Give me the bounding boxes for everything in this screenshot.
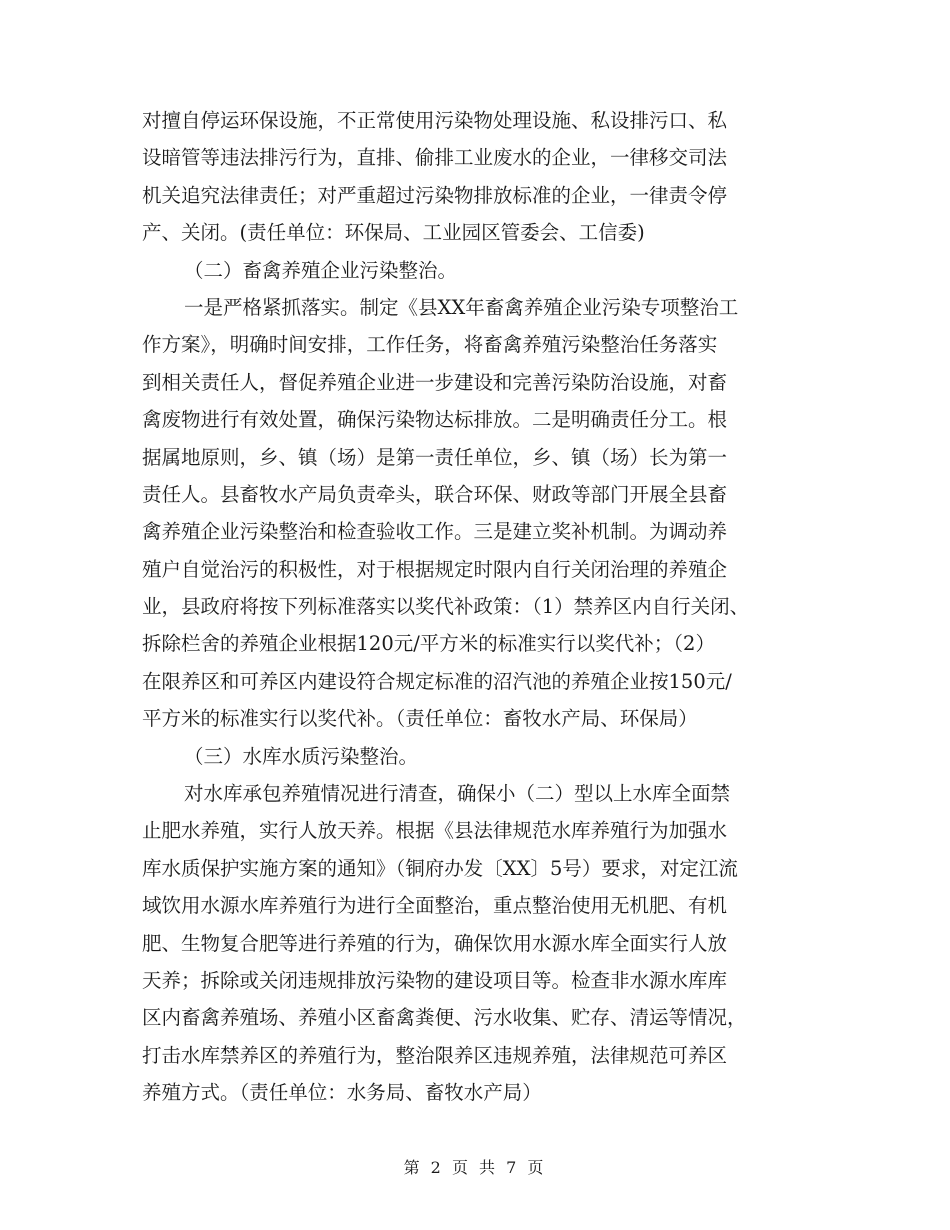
paragraph-start: 一是严格紧抓落实。制定《县XX年畜禽养殖企业污染专项整治工 [184, 295, 739, 319]
text-line: 止肥水养殖，实行人放天养。根据《县法律规范水库养殖行为加强水 [142, 819, 728, 843]
text-line: 域饮用水源水库养殖行为进行全面整治，重点整治使用无机肥、有机 [142, 894, 728, 918]
text-line: 设暗管等违法排污行为，直排、偷排工业废水的企业，一律移交司法 [142, 146, 728, 170]
text-line: 区内畜禽养殖场、养殖小区畜禽粪便、污水收集、贮存、清运等情况， [142, 1006, 747, 1030]
text-line: 作方案》，明确时间安排，工作任务，将畜禽养殖污染整治任务落实 [142, 333, 718, 357]
text-line: 对擅自停运环保设施，不正常使用污染物处理设施、私设排污口、私 [142, 109, 728, 132]
text-line: 产、关闭。(责任单位：环保局、工业园区管委会、工信委) [142, 221, 645, 245]
text-line: 天养；拆除或关闭违规排放污染物的建设项目等。检查非水源水库库 [142, 968, 728, 992]
text-line: 禽废物进行有效处置，确保污染物达标排放。二是明确责任分工。根 [142, 408, 728, 432]
text-line: 据属地原则，乡、镇（场）是第一责任单位，乡、镇（场）长为第一 [142, 445, 728, 469]
text-line: 拆除栏舍的养殖企业根据120元/平方米的标准实行以奖代补；（2） [142, 632, 715, 656]
page-number-footer: 第 2 页 共 7 页 [403, 1158, 547, 1177]
text-line: 禽养殖企业污染整治和检查验收工作。三是建立奖补机制。为调动养 [142, 520, 728, 544]
section-heading: （二）畜禽养殖企业污染整治。 [184, 258, 458, 282]
text-line: 库水质保护实施方案的通知》（铜府办发〔XX〕5号）要求，对定江流 [142, 856, 738, 880]
text-line: 在限养区和可养区内建设符合规定标准的沼汽池的养殖企业按150元/ [142, 669, 732, 693]
text-line: 打击水库禁养区的养殖行为，整治限养区违规养殖，法律规范可养区 [142, 1043, 728, 1067]
text-line: 机关追究法律责任；对严重超过污染物排放标准的企业，一律责令停 [142, 183, 728, 207]
document-body [142, 102, 812, 1112]
paragraph-start: 对水库承包养殖情况进行清查，确保小（二）型以上水库全面禁 [184, 782, 731, 806]
text-line: 业，县政府将按下列标准落实以奖代补政策：（1）禁养区内自行关闭、 [142, 595, 750, 619]
text-line: 到相关责任人，督促养殖企业进一步建设和完善污染防治设施，对畜 [142, 370, 728, 394]
text-line: 平方米的标准实行以奖代补。（责任单位：畜牧水产局、环保局） [142, 707, 698, 731]
text-line: 肥、生物复合肥等进行养殖的行为，确保饮用水源水库全面实行人放 [142, 931, 728, 955]
text-line: 养殖方式。（责任单位：水务局、畜牧水产局） [142, 1081, 542, 1105]
section-heading: （三）水库水质污染整治。 [184, 744, 419, 768]
text-line: 责任人。县畜牧水产局负责牵头，联合环保、财政等部门开展全县畜 [142, 482, 728, 506]
text-line: 殖户自觉治污的积极性，对于根据规定时限内自行关闭治理的养殖企 [142, 557, 728, 581]
